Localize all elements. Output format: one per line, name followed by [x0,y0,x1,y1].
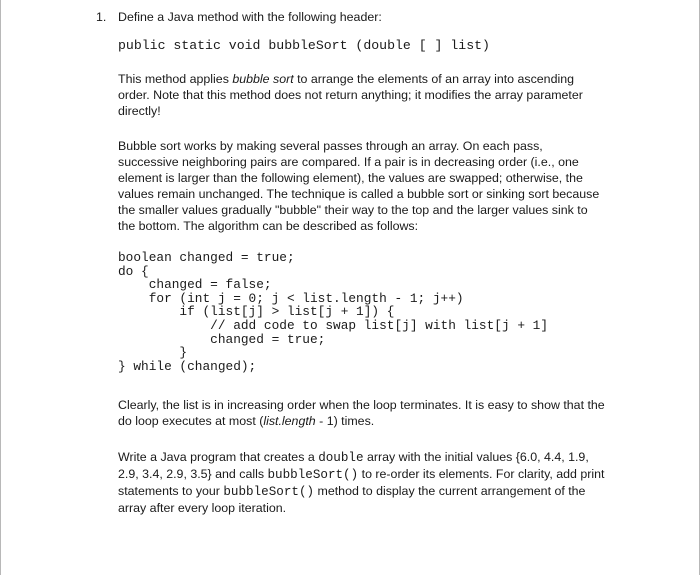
description-paragraph [118,71,606,119]
question-number: 1. [96,10,107,24]
task-text-3: to re-order its elements. For clarity, add print statements to your [118,467,605,498]
method-signature: public static void bubbleSort (double [ ] list) [118,38,490,53]
termination-text-end: - 1) times. [315,414,375,428]
left-border [0,0,1,575]
description-text-end: to arrange the elements of an array into ascending order. Note that this method does not return anything; it modifies the array parameter directly! [118,72,583,118]
bubblesort-method-ref: bubbleSort() [223,485,315,499]
termination-text-start: Clearly, the list is in increasing order when the loop terminates. It is easy to show that the do loop executes at most ( [118,398,605,428]
task-text-2: array with the initial values {6.0, 4.4, 1.9, 2.9, 3.4, 2.9, 3.5} and calls [118,450,589,481]
bubble-sort-emphasis: bubble sort [232,72,294,86]
double-keyword: double [318,451,364,465]
task-text-1: Write a Java program that creates a [118,450,319,464]
algorithm-explanation: Bubble sort works by making several passes through an array. On each pass, successive neighboring pairs are compared. If a pair is in decreasing order (i.e., one element is larger than the following element), the values are swapped; otherwise, the values remain unchanged. The technique is called a bubble sort or sinking sort because the smaller values gradually "bubble" their way to the top and the larger values sink to the bottom. The algorithm can be described as follows: [118,139,600,233]
loop-termination-paragraph [118,397,606,429]
algorithm-code-block: boolean changed = true; do { changed = false; for (int j = 0; j < list.length - 1; j++) if (list[j] > list[j + 1]) { // add code to swap list[j] with list[j + 1] changed = true; } } while (changed); [118,250,549,374]
question-header: Define a Java method with the following header: [118,10,382,24]
task-text-4: method to display the current arrangement of the array after every loop iteration. [118,484,586,515]
list-length-emphasis: list.length [263,414,316,428]
bubblesort-call: bubbleSort() [267,468,359,482]
description-text-start: This method applies [118,72,233,86]
task-instructions-paragraph [118,449,606,516]
